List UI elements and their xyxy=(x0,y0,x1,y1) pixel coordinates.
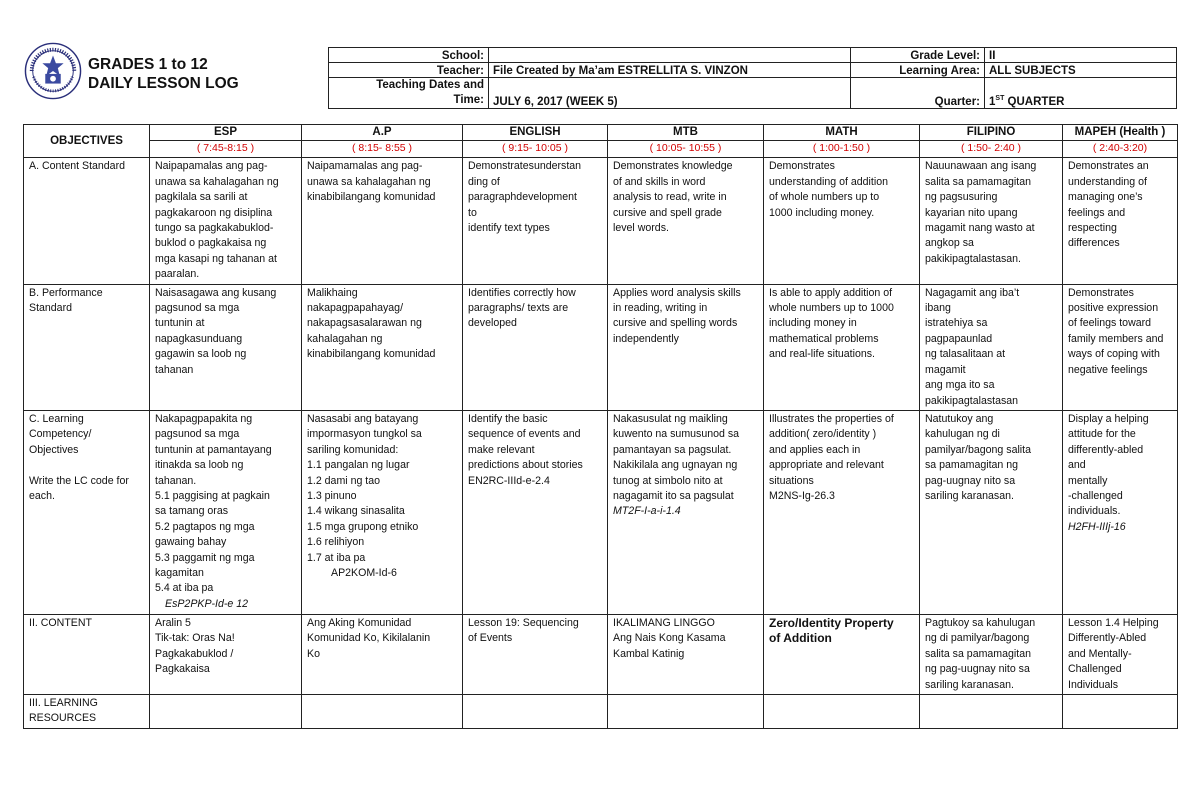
learning-area-label: Learning Area: xyxy=(851,63,985,78)
time-esp: ( 7:45-8:15 ) xyxy=(150,141,302,158)
title-line-1: GRADES 1 to 12 xyxy=(88,56,208,73)
cell-learning-competency-mapeh xyxy=(1063,410,1178,614)
subject-header-mapeh: MAPEH (Health ) xyxy=(1063,125,1178,141)
content-standard-row xyxy=(24,158,1178,284)
teacher-label: Teacher: xyxy=(329,63,489,78)
cell-content-standard-math: Demonstrates understanding of addition of whole numbers up to 1000 including money. xyxy=(764,158,920,284)
quarter-value: 1ST QUARTER xyxy=(985,78,1177,109)
school-value xyxy=(489,48,851,63)
time-math: ( 1:00-1:50 ) xyxy=(764,141,920,158)
time-mtb: ( 10:05- 10:55 ) xyxy=(608,141,764,158)
competency-text-mtb: Nakasusulat ng maikling kuwento na sumusunod sa pamantayan sa pagsulat. Nakikilala ang ugnayan ng tunog at simbolo nito at nagagamit ito sa pagsulat xyxy=(613,412,740,502)
time-ap: ( 8:15- 8:55 ) xyxy=(302,141,463,158)
content-row xyxy=(24,614,1178,694)
cell-resources-math xyxy=(764,694,920,728)
cell-content-standard-mapeh: Demonstrates an understanding of managing one’s feelings and respecting differences xyxy=(1063,158,1178,284)
cell-content-mtb: IKALIMANG LINGGO Ang Nais Kong Kasama Kambal Katinig xyxy=(608,614,764,694)
competency-text-ap: Nasasabi ang batayang impormasyon tungkol sa sariling komunidad: 1.1 pangalan ng lugar 1.2 dami ng tao 1.3 pinuno 1.4 wikang sinasalita 1.5 mga grupong etniko 1.6 relihiyon 1.7 at iba pa xyxy=(307,412,422,564)
lesson-log-table xyxy=(23,124,1178,729)
objectives-header: OBJECTIVES xyxy=(24,125,150,158)
subject-header-english: ENGLISH xyxy=(463,125,608,141)
cell-resources-mtb xyxy=(608,694,764,728)
competency-text-mapeh: Display a helping attitude for the differently-abled and mentally -challenged individuals. xyxy=(1068,412,1149,518)
document-title xyxy=(88,55,239,93)
cell-resources-ap xyxy=(302,694,463,728)
school-label: School: xyxy=(329,48,489,63)
cell-learning-competency-filipino: Natutukoy ang kahulugan ng di pamilyar/bagong salita sa pamamagitan ng pag-uugnay nito sa sariling karanasan. xyxy=(920,410,1063,614)
cell-content-standard-mtb: Demonstrates knowledge of and skills in word analysis to read, write in cursive and spell grade level words. xyxy=(608,158,764,284)
learning-area-value: ALL SUBJECTS xyxy=(985,63,1177,78)
cell-content-esp: Aralin 5 Tik-tak: Oras Na! Pagkakabuklod / Pagkakaisa xyxy=(150,614,302,694)
teaching-dates-label-line1: Teaching Dates and xyxy=(376,79,484,91)
teacher-value: File Created by Ma’am ESTRELLITA S. VINZON xyxy=(489,63,851,78)
grade-level-value: II xyxy=(985,48,1177,63)
cell-content-standard-ap: Naipamamalas ang pag- unawa sa kahalagahan ng kinabibilangang komunidad xyxy=(302,158,463,284)
subject-header-ap: A.P xyxy=(302,125,463,141)
cell-learning-competency-math: Illustrates the properties of addition( zero/identity ) and applies each in appropriate and relevant situations M2NS-Ig-26.3 xyxy=(764,410,920,614)
subject-header-esp: ESP xyxy=(150,125,302,141)
time-english: ( 9:15- 10:05 ) xyxy=(463,141,608,158)
quarter-ordinal-suffix: ST xyxy=(995,95,1005,103)
time-filipino: ( 1:50- 2:40 ) xyxy=(920,141,1063,158)
deped-seal-logo xyxy=(24,42,82,100)
cell-content-ap: Ang Aking Komunidad Komunidad Ko, Kikilalanin Ko xyxy=(302,614,463,694)
cell-content-standard-filipino: Nauunawaan ang isang salita sa pamamagitan ng pagsusuring kayarian nito upang magamit nang wasto at angkop sa pakikipagtalastasan. xyxy=(920,158,1063,284)
times-row xyxy=(24,141,1178,158)
learning-competency-row xyxy=(24,410,1178,614)
cell-performance-standard-mtb: Applies word analysis skills in reading, writing in cursive and spelling words independently xyxy=(608,284,764,410)
cell-performance-standard-filipino: Nagagamit ang iba’t ibang istratehiya sa pagpapaunlad ng talasalitaan at magamit ang mga ito sa pakikipagtalastasan xyxy=(920,284,1063,410)
cell-resources-mapeh xyxy=(1063,694,1178,728)
header-info-table xyxy=(328,47,1177,109)
cell-learning-competency-mtb xyxy=(608,410,764,614)
subject-header-mtb: MTB xyxy=(608,125,764,141)
performance-standard-row xyxy=(24,284,1178,410)
cell-resources-english xyxy=(463,694,608,728)
subject-header-filipino: FILIPINO xyxy=(920,125,1063,141)
cell-performance-standard-english: Identifies correctly how paragraphs/ texts are developed xyxy=(463,284,608,410)
grade-level-label: Grade Level: xyxy=(851,48,985,63)
lc-code-mtb: MT2F-I-a-i-1.4 xyxy=(613,505,681,518)
teaching-dates-label xyxy=(329,78,489,109)
teaching-dates-value: JULY 6, 2017 (WEEK 5) xyxy=(489,78,851,109)
teaching-dates-label-line2: Time: xyxy=(453,94,484,106)
cell-content-standard-esp: Naipapamalas ang pag- unawa sa kahalagahan ng pagkilala sa sarili at pagkakaroon ng disiplina tungo sa pagkakabuklod- buklod o pagkakaisa ng mga kasapi ng tahanan at paaralan. xyxy=(150,158,302,284)
row-label-content-standard: A. Content Standard xyxy=(24,158,150,284)
row-label-content: II. CONTENT xyxy=(24,614,150,694)
row-label-performance-standard: B. Performance Standard xyxy=(24,284,150,410)
cell-content-mapeh: Lesson 1.4 Helping Differently-Abled and Mentally- Challenged Individuals xyxy=(1063,614,1178,694)
cell-performance-standard-esp: Naisasagawa ang kusang pagsunod sa mga tuntunin at napagkasunduang gagawin sa loob ng tahanan xyxy=(150,284,302,410)
row-label-learning-competency: C. Learning Competency/ Objectives Write the LC code for each. xyxy=(24,410,150,614)
learning-resources-row xyxy=(24,694,1178,728)
cell-learning-competency-english: Identify the basic sequence of events and make relevant predictions about stories EN2RC-IIId-e-2.4 xyxy=(463,410,608,614)
subjects-row xyxy=(24,125,1178,141)
quarter-label: Quarter: xyxy=(851,78,985,109)
cell-content-english: Lesson 19: Sequencing of Events xyxy=(463,614,608,694)
lc-code-mapeh: H2FH-IIIj-16 xyxy=(1068,520,1126,533)
cell-performance-standard-math: Is able to apply addition of whole numbers up to 1000 including money in mathematical problems and real-life situations. xyxy=(764,284,920,410)
time-mapeh: ( 2:40-3:20) xyxy=(1063,141,1178,158)
row-label-learning-resources: III. LEARNING RESOURCES xyxy=(24,694,150,728)
competency-text-esp: Nakapagpapakita ng pagsunod sa mga tuntunin at pamantayang itinakda sa loob ng tahanan. 5.1 paggising at pagkain sa tamang oras 5.2 pagtapos ng mga gawaing bahay 5.3 paggamit ng mga kagamitan 5.4 at iba pa xyxy=(155,412,272,595)
cell-performance-standard-ap: Malikhaing nakapagpapahayag/ nakapagsasalarawan ng kahalagahan ng kinabibilangang komunidad xyxy=(302,284,463,410)
subject-header-math: MATH xyxy=(764,125,920,141)
cell-performance-standard-mapeh: Demonstrates positive expression of feelings toward family members and ways of coping with negative feelings xyxy=(1063,284,1178,410)
lc-code-esp: EsP2PKP-Id-e 12 xyxy=(165,597,249,610)
cell-content-filipino: Pagtukoy sa kahulugan ng di pamilyar/bagong salita sa pamamagitan ng pag-uugnay nito sa sariling karanasan. xyxy=(920,614,1063,694)
cell-resources-esp xyxy=(150,694,302,728)
cell-content-standard-english: Demonstratesunderstan ding of paragraphdevelopment to identify text types xyxy=(463,158,608,284)
lc-code-ap: AP2KOM-Id-6 xyxy=(331,566,397,579)
title-line-2: DAILY LESSON LOG xyxy=(88,75,239,92)
cell-learning-competency-ap xyxy=(302,410,463,614)
cell-content-math: Zero/Identity Property of Addition xyxy=(764,614,920,694)
cell-learning-competency-esp xyxy=(150,410,302,614)
cell-resources-filipino xyxy=(920,694,1063,728)
